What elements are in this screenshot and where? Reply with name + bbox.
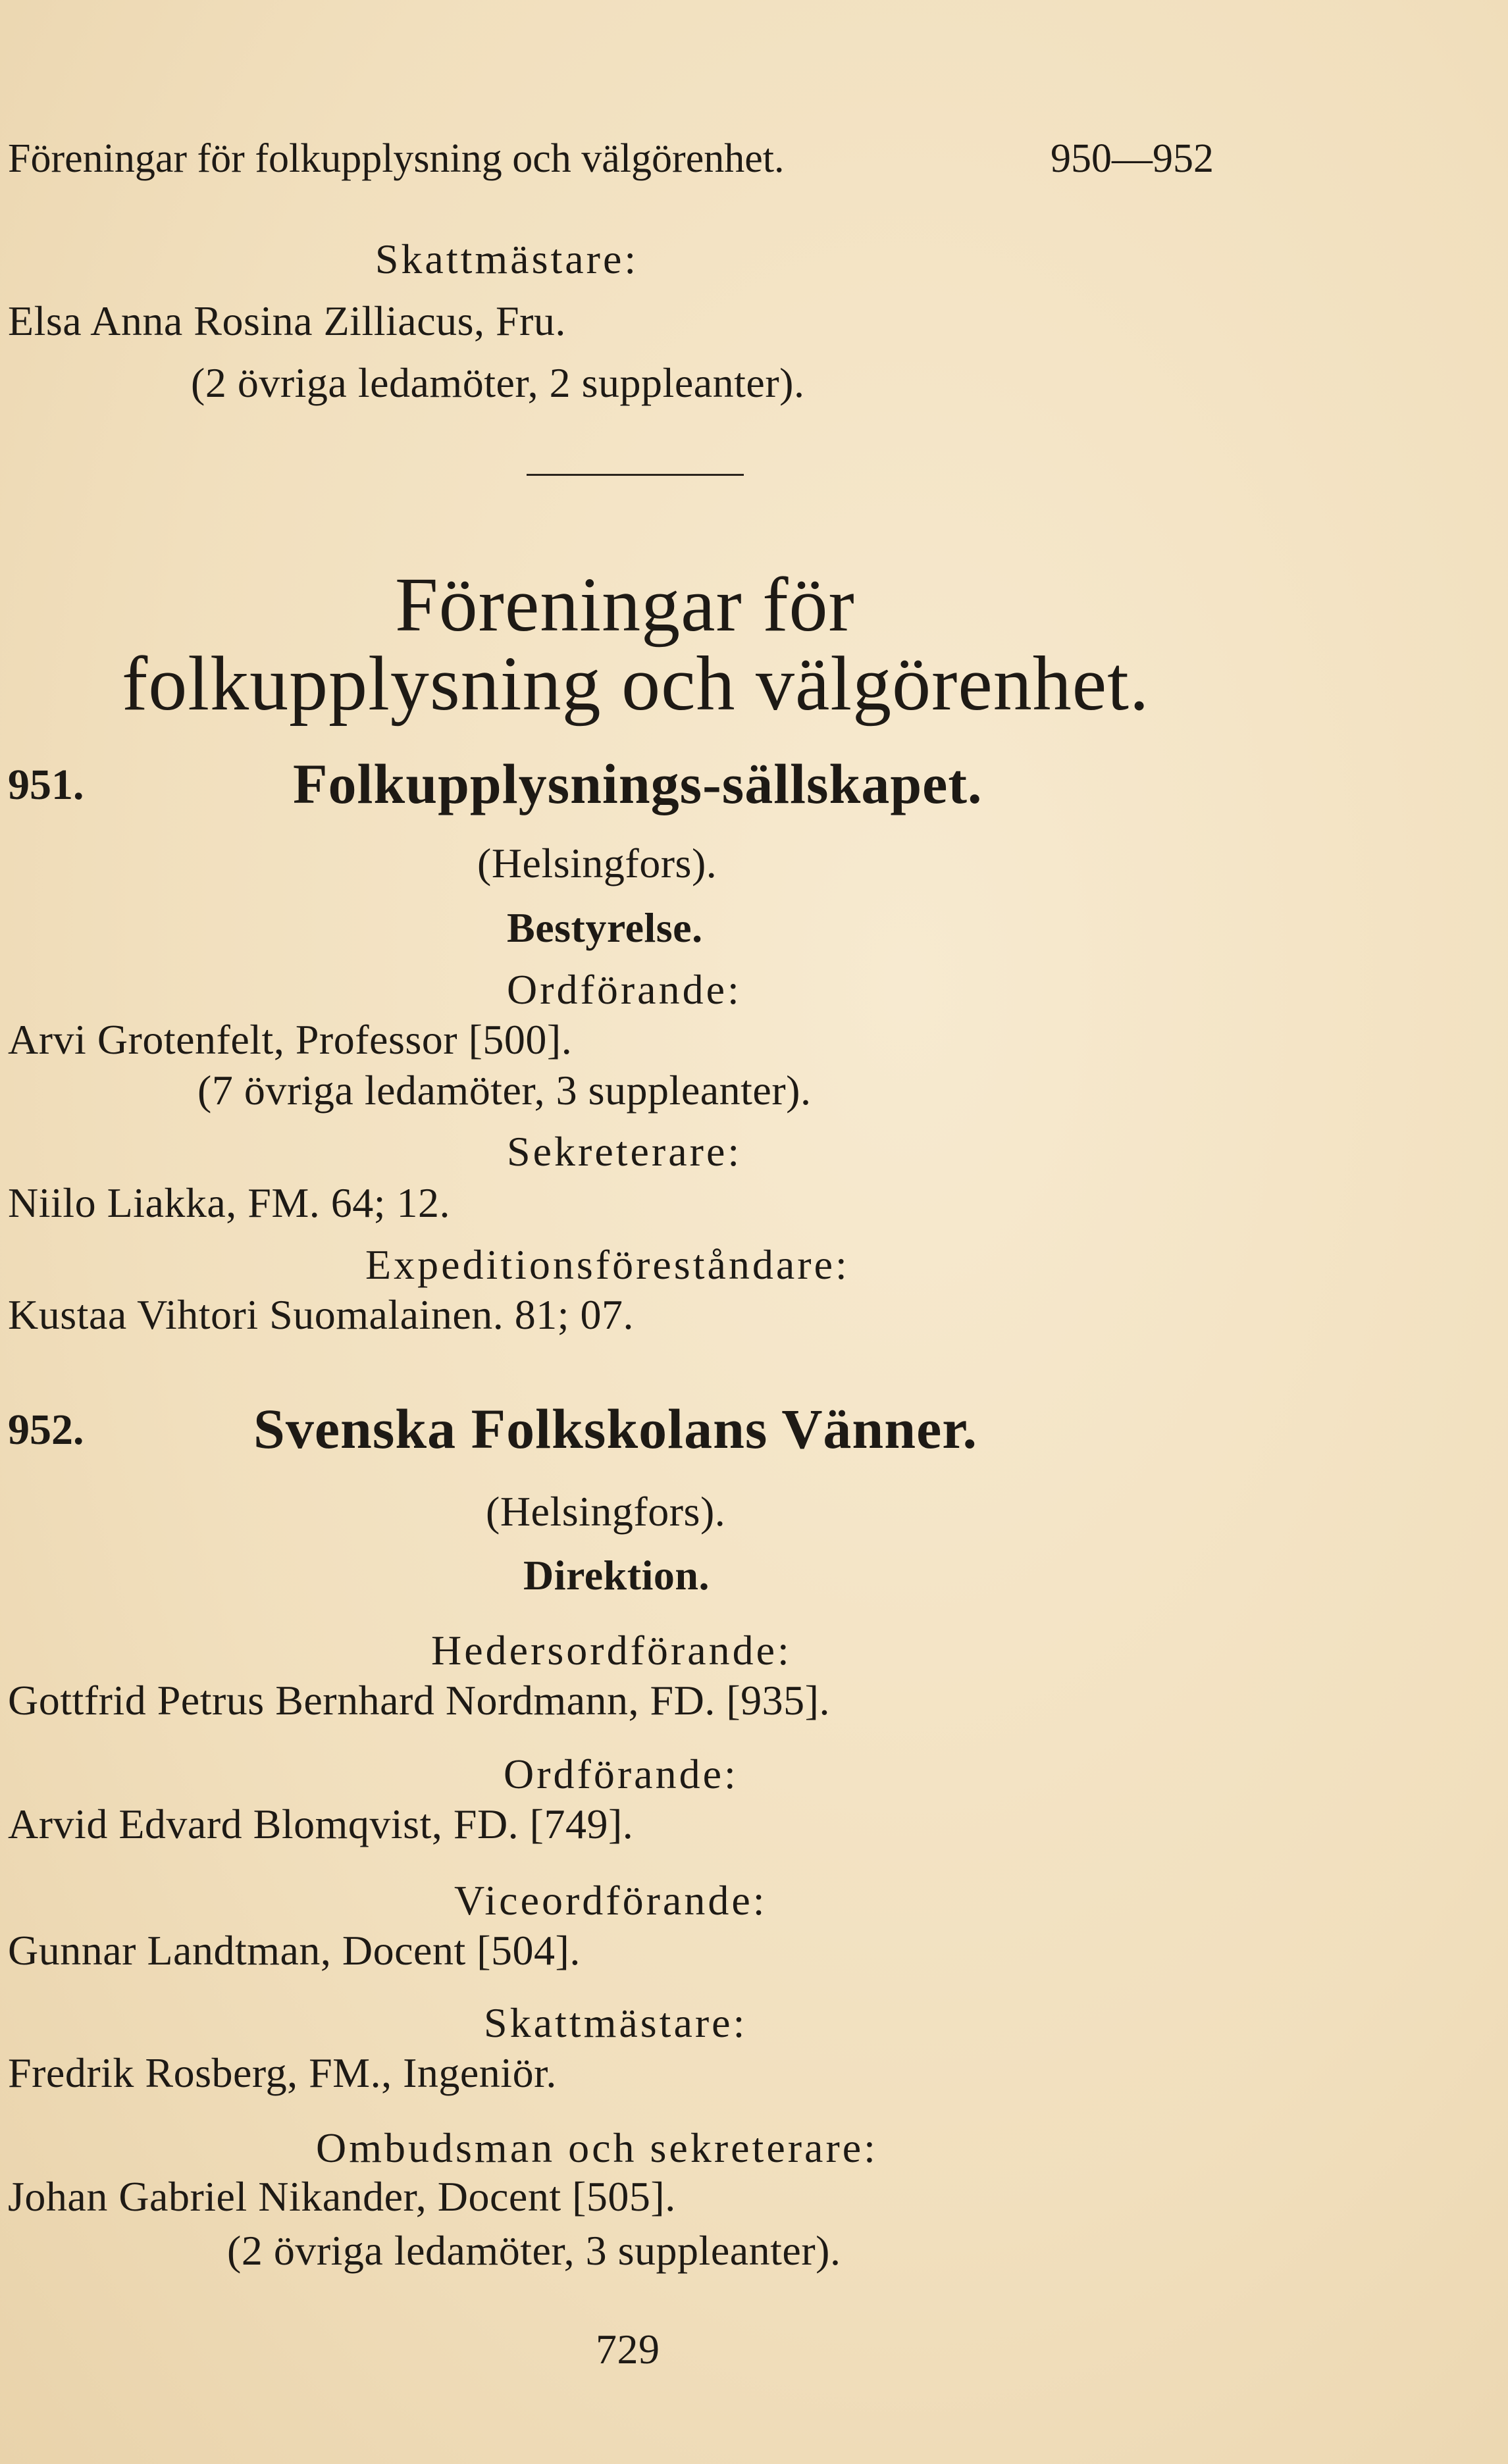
entry-number: 951.: [8, 761, 84, 809]
entry-place: (Helsingfors).: [486, 1488, 726, 1535]
person-entry: Gottfrid Petrus Bernhard Nordmann, FD. [935].: [8, 1677, 830, 1724]
person-entry: Gunnar Landtman, Docent [504].: [8, 1927, 581, 1974]
person-entry: Fredrik Rosberg, FM., Ingeniör.: [8, 2049, 557, 2096]
role-label: Sekreterare:: [507, 1128, 742, 1175]
person-entry: Kustaa Vihtori Suomalainen. 81; 07.: [8, 1291, 635, 1338]
section-heading-line2: folkupplysning och välgörenhet.: [122, 640, 1150, 727]
role-label: Ordförande:: [507, 966, 742, 1013]
role-label: Hedersordförande:: [431, 1627, 792, 1674]
entry-number: 952.: [8, 1406, 84, 1454]
role-label: Skattmästare:: [484, 1999, 748, 2046]
role-label: Ordförande:: [504, 1751, 739, 1797]
person-entry: Elsa Anna Rosina Zilliacus, Fru.: [8, 297, 566, 344]
person-entry: Johan Gabriel Nikander, Docent [505].: [8, 2173, 676, 2220]
board-heading: Direktion.: [523, 1552, 710, 1599]
person-entry: Niilo Liakka, FM. 64; 12.: [8, 1179, 451, 1226]
section-divider: [527, 474, 744, 476]
members-note: (2 övriga ledamöter, 2 suppleanter).: [191, 359, 805, 406]
running-head-title: Föreningar för folkupplysning och välgörenhet.: [8, 136, 785, 181]
section-heading-line1: Föreningar för: [395, 561, 855, 648]
role-label: Ombudsman och sekreterare:: [316, 2124, 878, 2171]
running-head-range: 950—952: [1051, 136, 1214, 181]
board-heading: Bestyrelse.: [507, 904, 703, 951]
entry-title: Svenska Folkskolans Vänner.: [253, 1397, 978, 1460]
entry-title: Folkupplysnings-sällskapet.: [293, 752, 983, 815]
members-note: (2 övriga ledamöter, 3 suppleanter).: [227, 2227, 841, 2274]
entry-place: (Helsingfors).: [477, 840, 717, 886]
role-label: Viceordförande:: [454, 1877, 767, 1924]
role-label: Skattmästare:: [375, 236, 639, 282]
members-note: (7 övriga ledamöter, 3 suppleanter).: [197, 1067, 812, 1114]
person-entry: Arvi Grotenfelt, Professor [500].: [8, 1016, 573, 1063]
person-entry: Arvid Edvard Blomqvist, FD. [749].: [8, 1801, 634, 1847]
role-label: Expeditionsföreståndare:: [365, 1241, 850, 1288]
page-number: 729: [596, 2326, 660, 2373]
